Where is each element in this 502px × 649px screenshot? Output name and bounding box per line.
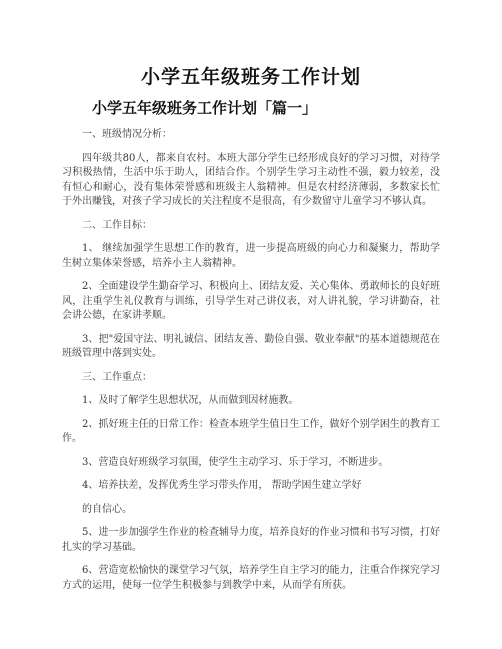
paragraph: 的自信心。 [82, 503, 132, 515]
paragraph: 四年级共80人，都来自农村。本班大部分学生已经形成良好的学习习惯，对待学习积极热情，生活中乐于助人，团结合作。个别学生学习主动性不强，毅力较差，没有恒心和耐心，没有集体荣誉感和班级主人翁精神。但是农村经济薄弱，多数家长忙于外出赚钱，对孩子学习成长的关注程度不是很高，有少数留守儿童学习不够认真。 [62, 152, 440, 207]
paragraph: 1、及时了解学生思想状况，从而做到因材施教。 [82, 395, 299, 406]
paragraph: 5、进一步加强学生作业的检查辅导力度，培养良好的作业习惯和书写习惯，打好扎实的学习基础。 [62, 527, 440, 553]
document-title: 小学五年级班务工作计划 [140, 66, 361, 88]
paragraph: 1、 继续加强学生思想工作的教育，进一步提高班级的向心力和凝聚力，帮助学生树立集体荣誉感，培养小主人翁精神。 [62, 243, 440, 269]
document-body [62, 128, 440, 602]
paragraph: 3、营造良好班级学习氛围，使学生主动学习、乐于学习，不断进步。 [82, 456, 389, 468]
section-heading: 小学五年级班务工作计划「篇一」 [92, 99, 318, 117]
paragraph-heading-1: 一、班级情况分析： [82, 129, 172, 140]
paragraph: 2、全面建设学生勤奋学习、积极向上、团结友爱、关心集体、勇敢师长的良好班风，注重学生礼仪教育与训练，引导学生对己讲仪表，对人讲礼貌，学习讲勤奋，社会讲公德，在家讲孝顺。 [62, 281, 440, 321]
paragraph-heading-3: 三、工作重点： [82, 371, 152, 383]
paragraph: 6、营造宽松愉快的课堂学习气氛，培养学生自主学习的能力，注重合作探究学习方式的运用，使每一位学生积极参与到教学中来，从而学有所获。 [62, 565, 440, 591]
paragraph: 4、培养扶差，发挥优秀生学习带头作用， 帮助学困生建立学好 [82, 480, 362, 491]
paragraph: 3、把"爱国守法、明礼诚信、团结友善、勤俭自强、敬业奉献"的基本道德规范在班级管理中落到实处。 [62, 333, 440, 359]
paragraph: 2、抓好班主任的日常工作：检查本班学生值日生工作，做好个别学困生的教育工作。 [62, 418, 440, 444]
paragraph-heading-2: 二、工作目标： [82, 219, 152, 231]
